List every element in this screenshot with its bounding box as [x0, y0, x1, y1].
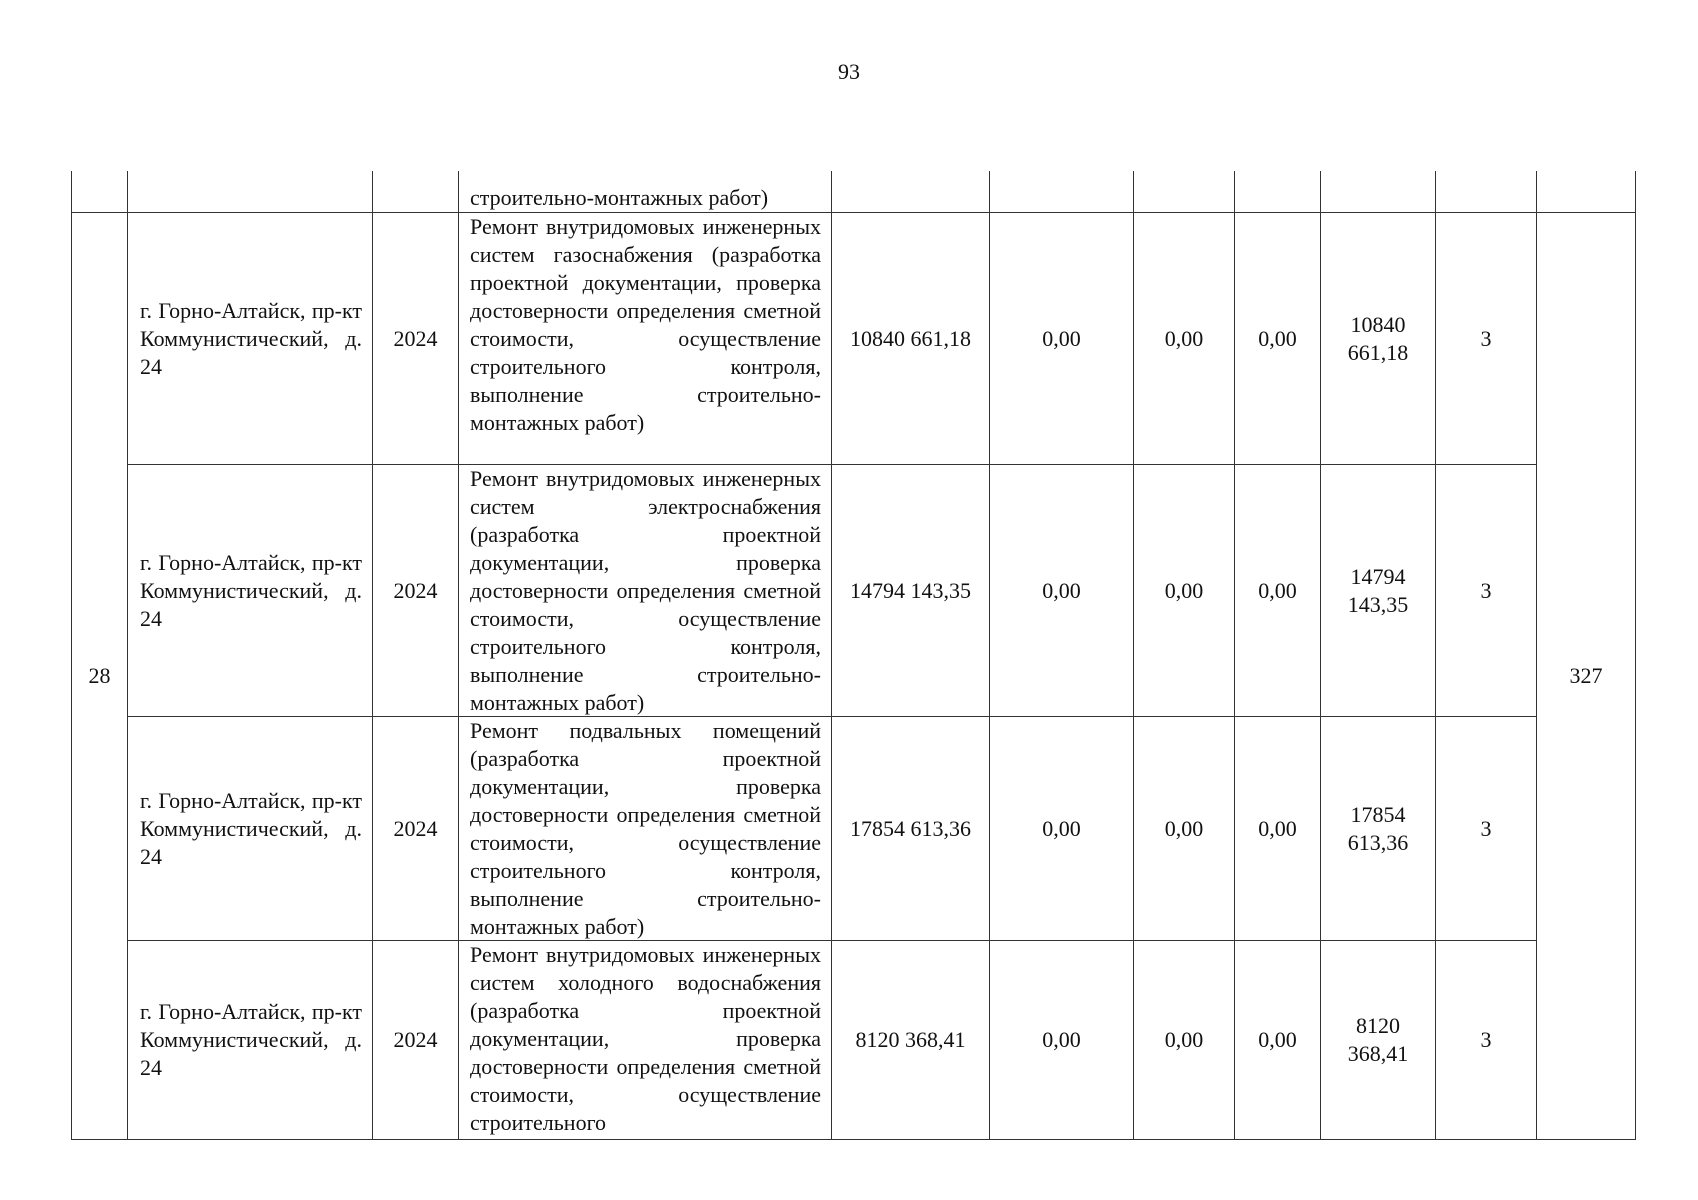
row-4-description: Ремонт внутридомовых инженерных систем холодного водоснабжения (разработка проектной документации, проверка достоверности определения сметной стоимости, осуществление строительного [470, 942, 821, 1135]
row-2-total: 14794 143,35 [832, 465, 990, 717]
row-3-col-c: 0,00 [1235, 717, 1321, 941]
row-4-col-e: 3 [1436, 941, 1537, 1140]
continued-row-col-b-cell [1134, 171, 1235, 213]
continued-row-description-cell [459, 171, 832, 213]
group-last-column-value: 327 [1537, 213, 1636, 1140]
row-1-col-d: 10840 661,18 [1347, 311, 1409, 365]
continued-row-col-a-cell [990, 171, 1134, 213]
row-3-col-d-cell [1321, 717, 1436, 941]
row-2-description-cell [459, 465, 832, 717]
row-1-col-a: 0,00 [990, 213, 1134, 465]
row-4-year: 2024 [373, 941, 459, 1140]
repair-program-table [71, 171, 1636, 1140]
continued-row-col-c-cell [1235, 171, 1321, 213]
row-2-col-a: 0,00 [990, 465, 1134, 717]
row-1-total: 10840 661,18 [832, 213, 990, 465]
row-3-col-d: 17854 613,36 [1347, 801, 1409, 855]
continued-row-year-cell [373, 171, 459, 213]
row-3-address: г. Горно-Алтайск, пр-кт Коммунистический, д. 24 [140, 787, 362, 869]
continued-row-last-cell [1537, 171, 1636, 213]
row-4-total: 8120 368,41 [832, 941, 990, 1140]
row-3-col-b: 0,00 [1134, 717, 1235, 941]
group-row-number: 28 [71, 213, 128, 1140]
continued-row-col-d-cell [1321, 171, 1436, 213]
row-2-year: 2024 [373, 465, 459, 717]
row-2-description: Ремонт внутридомовых инженерных систем электроснабжения (разработка проектной документации, проверка достоверности определения сметной стоимости, осуществление строительного контроля, выполнение строительно-монтажных работ) [470, 466, 821, 715]
row-4-col-a: 0,00 [990, 941, 1134, 1140]
row-1-col-d-cell [1321, 213, 1436, 465]
row-1-description: Ремонт внутридомовых инженерных систем газоснабжения (разработка проектной документации, проверка достоверности определения сметной стоимости, осуществление строительного контроля, выполнение строительно-монтажных работ) [470, 214, 821, 435]
row-3-address-cell [128, 717, 373, 941]
page-number: 93 [838, 59, 860, 84]
continued-row-col-e-cell [1436, 171, 1537, 213]
row-4-col-c: 0,00 [1235, 941, 1321, 1140]
row-2-col-c: 0,00 [1235, 465, 1321, 717]
row-3-total: 17854 613,36 [832, 717, 990, 941]
row-1-col-e: 3 [1436, 213, 1537, 465]
row-2-col-e: 3 [1436, 465, 1537, 717]
continued-row-description-text: строительно-монтажных работ) [470, 185, 769, 210]
row-1-address-cell [128, 213, 373, 465]
row-1-year: 2024 [373, 213, 459, 465]
row-3-description: Ремонт подвальных помещений (разработка проектной документации, проверка достоверности определения сметной стоимости, осуществление строительного контроля, выполнение строительно-монтажных работ) [470, 718, 821, 939]
row-1-col-b: 0,00 [1134, 213, 1235, 465]
continued-row-address-cell [128, 171, 373, 213]
row-2-col-d: 14794 143,35 [1347, 563, 1409, 617]
continued-row-number-cell [71, 171, 128, 213]
row-4-col-d: 8120 368,41 [1347, 1013, 1409, 1066]
row-2-col-b: 0,00 [1134, 465, 1235, 717]
row-4-description-cell [459, 941, 832, 1140]
row-4-address-cell [128, 941, 373, 1140]
row-3-year: 2024 [373, 717, 459, 941]
row-4-col-d-cell [1321, 941, 1436, 1140]
row-1-description-cell [459, 213, 832, 465]
row-3-col-e: 3 [1436, 717, 1537, 941]
row-1-address: г. Горно-Алтайск, пр-кт Коммунистический, д. 24 [140, 297, 362, 379]
row-2-col-d-cell [1321, 465, 1436, 717]
row-2-address-cell [128, 465, 373, 717]
row-2-address: г. Горно-Алтайск, пр-кт Коммунистический, д. 24 [140, 549, 362, 631]
continued-row-total-cell [832, 171, 990, 213]
row-3-col-a: 0,00 [990, 717, 1134, 941]
row-3-description-cell [459, 717, 832, 941]
row-4-col-b: 0,00 [1134, 941, 1235, 1140]
row-4-address: г. Горно-Алтайск, пр-кт Коммунистический, д. 24 [140, 999, 362, 1080]
row-1-col-c: 0,00 [1235, 213, 1321, 465]
